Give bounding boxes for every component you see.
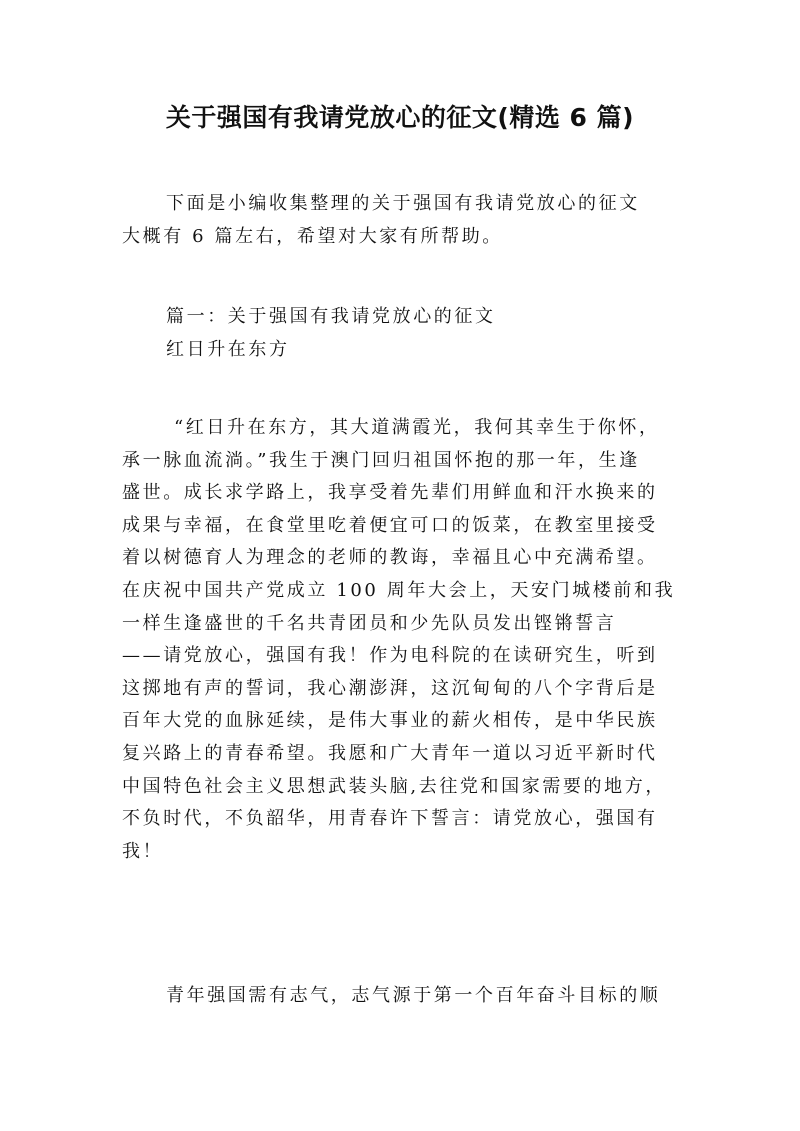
- section-heading: 篇一：关于强国有我请党放心的征文: [166, 306, 496, 327]
- body-paragraph-1: [122, 412, 692, 868]
- paragraph-line: 青年强国需有志气，志气源于第一个百年奋斗目标的顺: [166, 985, 661, 1006]
- paragraph-line: 承一脉血流淌。”我生于澳门回归祖国怀抱的那一年，生逢: [122, 449, 640, 471]
- paragraph-line: 着以树德育人为理念的老师的教诲，幸福且心中充满希望。: [122, 547, 658, 569]
- body-paragraph-2: [122, 980, 692, 1013]
- paragraph-line: 这掷地有声的誓词，我心潮澎湃，这沉甸甸的八个字背后是: [122, 677, 658, 699]
- intro-paragraph: [122, 188, 692, 253]
- paragraph-line: 我！: [122, 840, 164, 862]
- paragraph-line: 盛世。成长求学路上，我享受着先辈们用鲜血和汗水换来的: [122, 482, 658, 504]
- intro-line: 下面是小编收集整理的关于强国有我请党放心的征文: [166, 193, 640, 214]
- document-title: 关于强国有我请党放心的征文(精选 6 篇): [165, 103, 635, 132]
- paragraph-line: “红日升在东方，其大道满霞光，我何其幸生于你怀，: [174, 417, 660, 438]
- paragraph-line: 百年大党的血脉延续，是伟大事业的薪火相传，是中华民族: [122, 710, 658, 732]
- paragraph-line: 复兴路上的青春希望。我愿和广大青年一道以习近平新时代: [122, 742, 658, 764]
- intro-line: 大概有 6 篇左右，希望对大家有所帮助。: [122, 225, 503, 247]
- paragraph-line: ——请党放心，强国有我！作为电科院的在读研究生，听到: [122, 645, 658, 667]
- paragraph-line: 一样生逢盛世的千名共青团员和少先队员发出铿锵誓言: [122, 612, 617, 634]
- paragraph-line: 中国特色社会主义思想武装头脑,去往党和国家需要的地方，: [122, 775, 666, 797]
- paragraph-line: 不负时代，不负韶华，用青春许下誓言：请党放心，强国有: [122, 808, 658, 830]
- section-subheading: 红日升在东方: [166, 338, 290, 360]
- section-heading-block: [122, 301, 692, 366]
- paragraph-line: 成果与幸福，在食堂里吃着便宜可口的饭菜，在教室里接受: [122, 514, 658, 536]
- paragraph-line: 在庆祝中国共产党成立 100 周年大会上，天安门城楼前和我: [122, 579, 676, 601]
